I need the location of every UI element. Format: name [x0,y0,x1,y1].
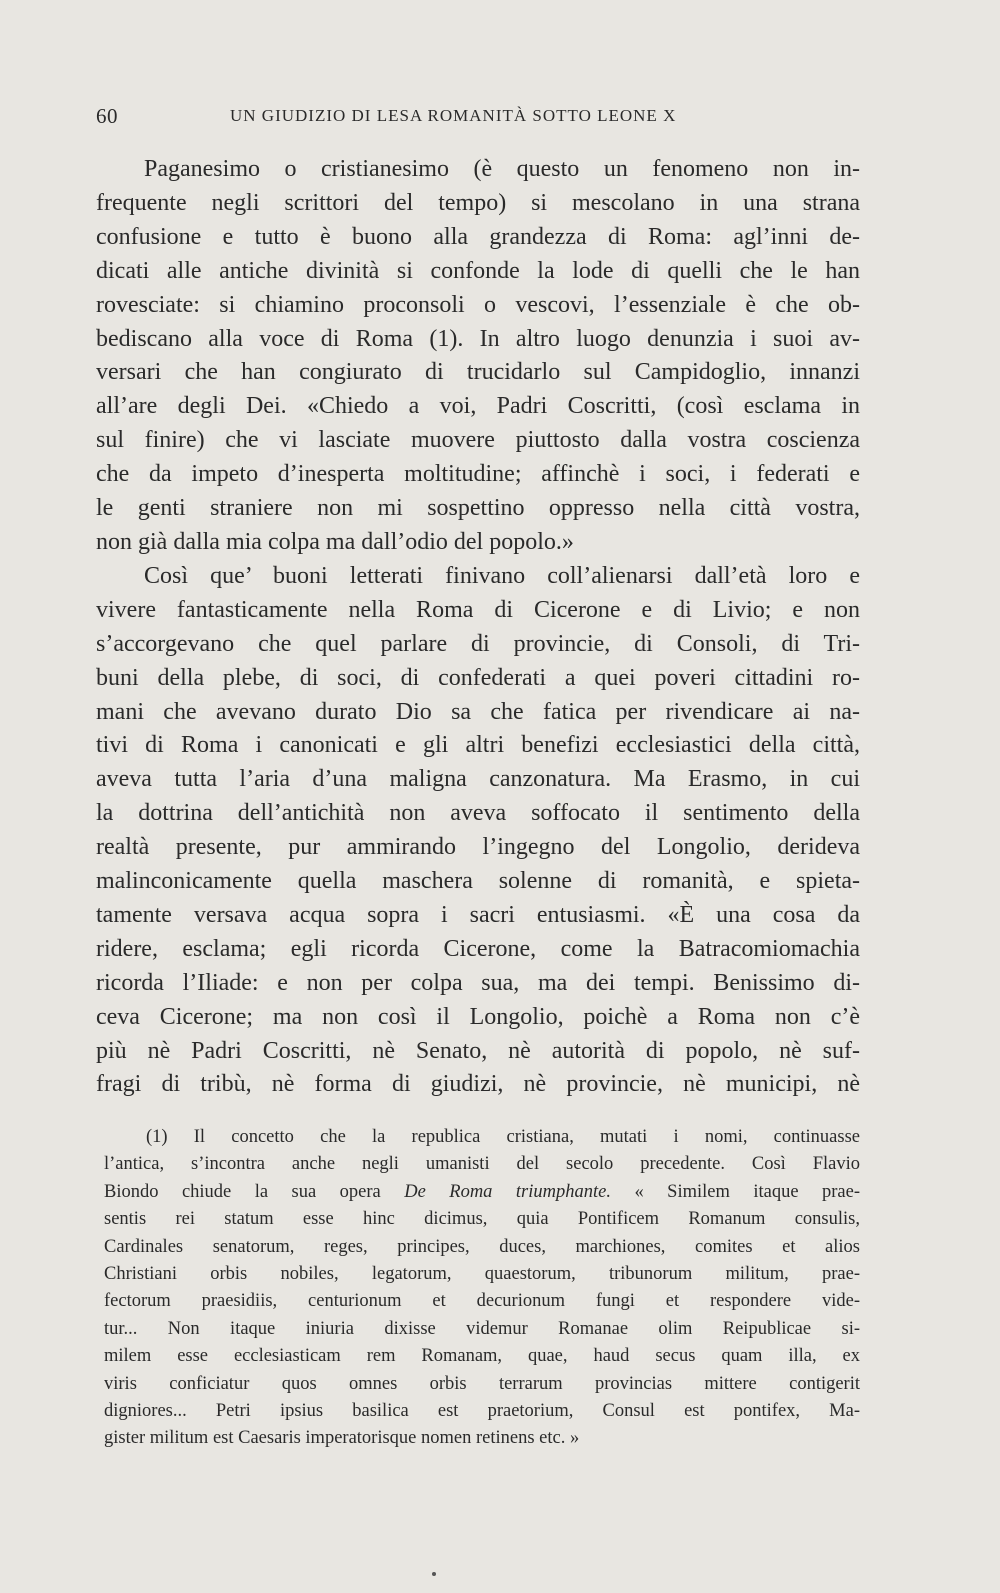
text-line: più nè Padri Coscritti, nè Senato, nè autorità di popolo, nè suf- [96,1037,860,1064]
footnote-line: fectorum praesidiis, centurionum et decurionum fungi et respondere vide- [104,1291,860,1312]
text-line: dicati alle antiche divinità si confonde la lode di quelli che le han [96,257,860,284]
text-line: Paganesimo o cristianesimo (è questo un fenomeno non in- [144,156,860,182]
footnote-line: tur... Non itaque iniuria dixisse videmur Romanae olim Reipublicae si- [104,1318,860,1339]
text-line: non già dalla mia colpa ma dall’odio del popolo.» [96,528,574,555]
text-line: malinconicamente quella maschera solenne di romanità, e spieta- [96,868,860,895]
text-line: realtà presente, pur ammirando l’ingegno del Longolio, derideva [96,834,860,861]
text-line: Così que’ buoni letterati finivano coll’alienarsi dall’età loro e [144,562,860,589]
footnote-line: l’antica, s’incontra anche negli umanisti del secolo precedente. Così Flavio [104,1154,860,1175]
text-line: tivi di Roma i canonicati e gli altri benefizi ecclesiastici della città, [96,732,860,759]
footnote-line [104,1179,860,1206]
text-line: ridere, esclama; egli ricorda Cicerone, come la Batracomiomachia [96,935,860,962]
footnote-line: milem esse ecclesiasticam rem Romanam, quae, haud secus quam illa, ex [104,1346,860,1367]
main-text [96,153,860,1102]
text-line: rovesciate: si chiamino proconsoli o vescovi, l’essenziale è che ob- [96,291,860,318]
text-line: mani che avevano durato Dio sa che fatica per rivendicare ai na- [96,698,860,725]
text-line: frequente negli scrittori del tempo) si mescolano in una strana [96,189,860,216]
text-line: versari che han congiurato di trucidarlo sul Campidoglio, innanzi [96,359,860,386]
text-line: ceva Cicerone; ma non così il Longolio, poichè a Roma non c’è [96,1003,860,1030]
footnote-line: viris conficiatur quos omnes orbis terrarum provincias mittere contigerit [104,1373,860,1394]
text-line: vivere fantasticamente nella Roma di Cicerone e di Livio; e non [96,596,860,623]
text-line: bediscano alla voce di Roma (1). In altro luogo denunzia i suoi av- [96,325,860,352]
text-line: le genti straniere non mi sospettino oppresso nella città vostra, [96,495,860,522]
footnote-text: Biondo chiude la sua opera [104,1181,381,1202]
footnote-line: digniores... Petri ipsius basilica est praetorium, Consul est pontifex, Ma- [104,1401,860,1422]
ink-speck [432,1572,436,1576]
text-line: fragi di tribù, nè forma di giudizi, nè provincie, nè municipi, nè [96,1071,860,1098]
footnote-line: Cardinales senatorum, reges, principes, duces, marchiones, comites et alios [104,1236,860,1257]
footnote-line: gister militum est Caesaris imperatorisque nomen retinens etc. » [104,1428,580,1449]
text-line: confusione e tutto è buono alla grandezza di Roma: agl’inni de- [96,223,860,250]
footnote-title-italic: De Roma triumphante. [404,1181,611,1202]
text-line: che da impeto d’inesperta moltitudine; affinchè i soci, i federati e [96,461,860,488]
footnote-line: sentis rei statum esse hinc dicimus, quia Pontificem Romanum consulis, [104,1209,860,1230]
text-line: tamente versava acqua sopra i sacri entusiasmi. «È una cosa da [96,901,860,928]
footnote-line: Christiani orbis nobiles, legatorum, quaestorum, tribunorum militum, prae- [104,1264,860,1285]
text-line: sul finire) che vi lasciate muovere piuttosto dalla vostra coscienza [96,427,860,454]
page-header [96,104,856,134]
page-number: 60 [96,104,118,128]
text-line: aveva tutta l’aria d’una maligna canzonatura. Ma Erasmo, in cui [96,766,860,793]
footnote-block [104,1124,860,1453]
text-line: s’accorgevano che quel parlare di provincie, di Consoli, di Tri- [96,630,860,657]
text-line: all’are degli Dei. «Chiedo a voi, Padri Coscritti, (così esclama in [96,393,860,420]
footnote-text: « Similem itaque prae- [634,1181,860,1202]
running-title: UN GIUDIZIO DI LESA ROMANITÀ SOTTO LEONE X [230,106,677,125]
text-line: la dottrina dell’antichità non aveva soffocato il sentimento della [96,800,860,827]
footnote-line: (1) Il concetto che la republica cristiana, mutati i nomi, continuasse [146,1127,860,1147]
text-line: buni della plebe, di soci, di confederati a quei poveri cittadini ro- [96,664,860,691]
text-line: ricorda l’Iliade: e non per colpa sua, ma dei tempi. Benissimo di- [96,969,860,996]
